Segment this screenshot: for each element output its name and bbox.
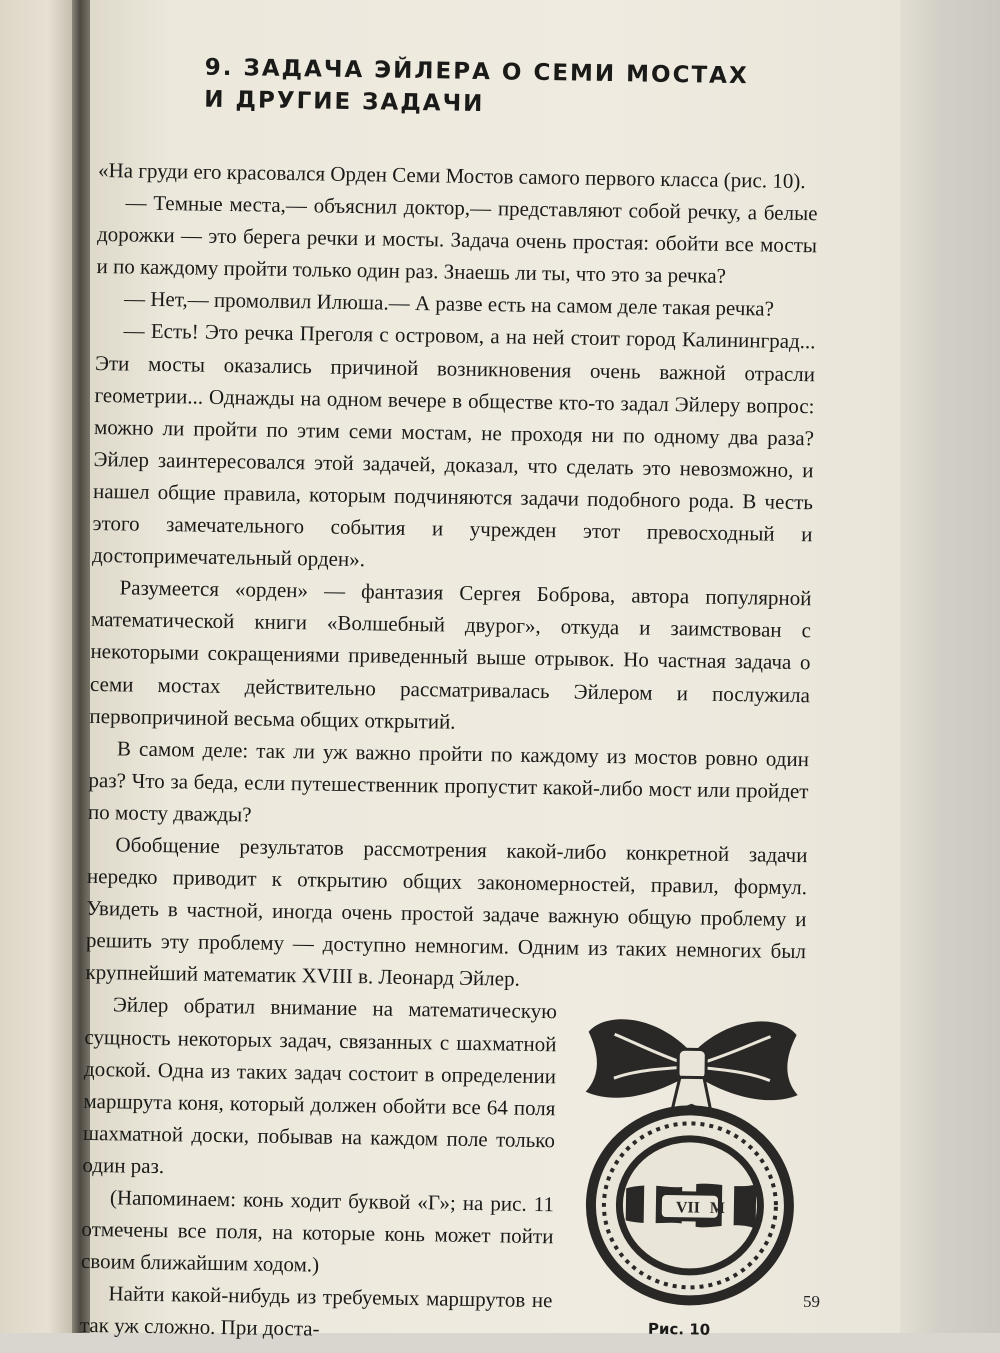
page-content [80, 50, 820, 1341]
paragraph: — Есть! Это речка Преголя с островом, а на ней стоит город Калининград... Эти мосты оказались причиной возникновения очень важной отрасли геометрии... Однажды на одном вечере в обществе кто-то задал Эйлеру вопрос: можно ли пройти по этим семи мостам, не проходя ни по одному два раза? Эйлер заинтересовался этой задачей, доказал, что сделать это невозможно, и нашел общие правила, которым подчиняются задачи подобного рода. В честь этого замечательного события и учрежден этот превосходный и достопримечательный орден». [91, 318, 816, 572]
medal-text-m: M [709, 1200, 726, 1218]
paragraph: (Напоминаем: конь ходит буквой «Г»; на рис. 11 отмечены все поля, на которые конь может пойти своим ближайшим ходом.) [80, 1185, 555, 1277]
paragraph: — Темные места,— объяснил доктор,— представляют собой речку, а белые дорожки — это берега речки и мосты. Задача очень простая: обойти все мосты и по каждому пройти только один раз. Знаешь ли ты, что это за речка? [96, 190, 818, 289]
paragraph: Найти какой-нибудь из требуемых маршрутов не так уж сложно. При доста- [79, 1281, 553, 1341]
figure-caption: Рис. 10 [647, 1320, 711, 1340]
chapter-title [204, 52, 820, 126]
paragraph: — Нет,— промолвил Илюша.— А разве есть на самом деле такая речка? [123, 286, 775, 321]
medal-text-vii: VII [675, 1199, 701, 1218]
paragraph: Эйлер обратил внимание на математическую сущность некоторых задач, связанных с шахматной доской. Одна из таких задач состоит в определении маршрута коня, который должен обойти все 64 поля шахматной доски, побывав на каждом поле только один раз. [82, 992, 558, 1179]
page-number: 59 [803, 1292, 820, 1311]
chapter-title-line-1: 9. ЗАДАЧА ЭЙЛЕРА О СЕМИ МОСТАХ [204, 54, 749, 90]
figure-10 [570, 1012, 811, 1340]
paragraph: В самом деле: так ли уж важно пройти по каждому из мостов ровно один раз? Что за беда, если путешественник пропустит какой-либо мост или пройдет по мосту дважды? [87, 736, 810, 827]
left-page-edge [0, 0, 80, 1333]
paragraph: Обобщение результатов рассмотрения какой-либо конкретной задачи нередко приводит к открытию общих закономерностей, правил, формул. Увидеть в частной, иногда очень простой задаче важную общую проблему и решить эту проблему — доступно немногим. Одним из таких немногих был крупнейший математик XVIII в. Леонард Эйлер. [85, 832, 808, 992]
chapter-title-line-2: И ДРУГИЕ ЗАДАЧИ [204, 86, 485, 118]
order-medal-icon [570, 1012, 811, 1316]
body-text [80, 154, 819, 1353]
right-background [900, 0, 1000, 1333]
paragraph: «На груди его красовался Орден Семи Мостов самого первого класса (рис. 10). [97, 157, 806, 194]
paragraph: Разумеется «орден» — фантазия Сергея Боброва, автора популярной математической книги «Волшебный двурог», откуда и заимствован с некоторыми сокращениями приведенный выше отрывок. Но частная задача о семи мостах действительно рассматривалась Эйлером и послужила первопричиной весьма общих открытий. [89, 575, 812, 734]
